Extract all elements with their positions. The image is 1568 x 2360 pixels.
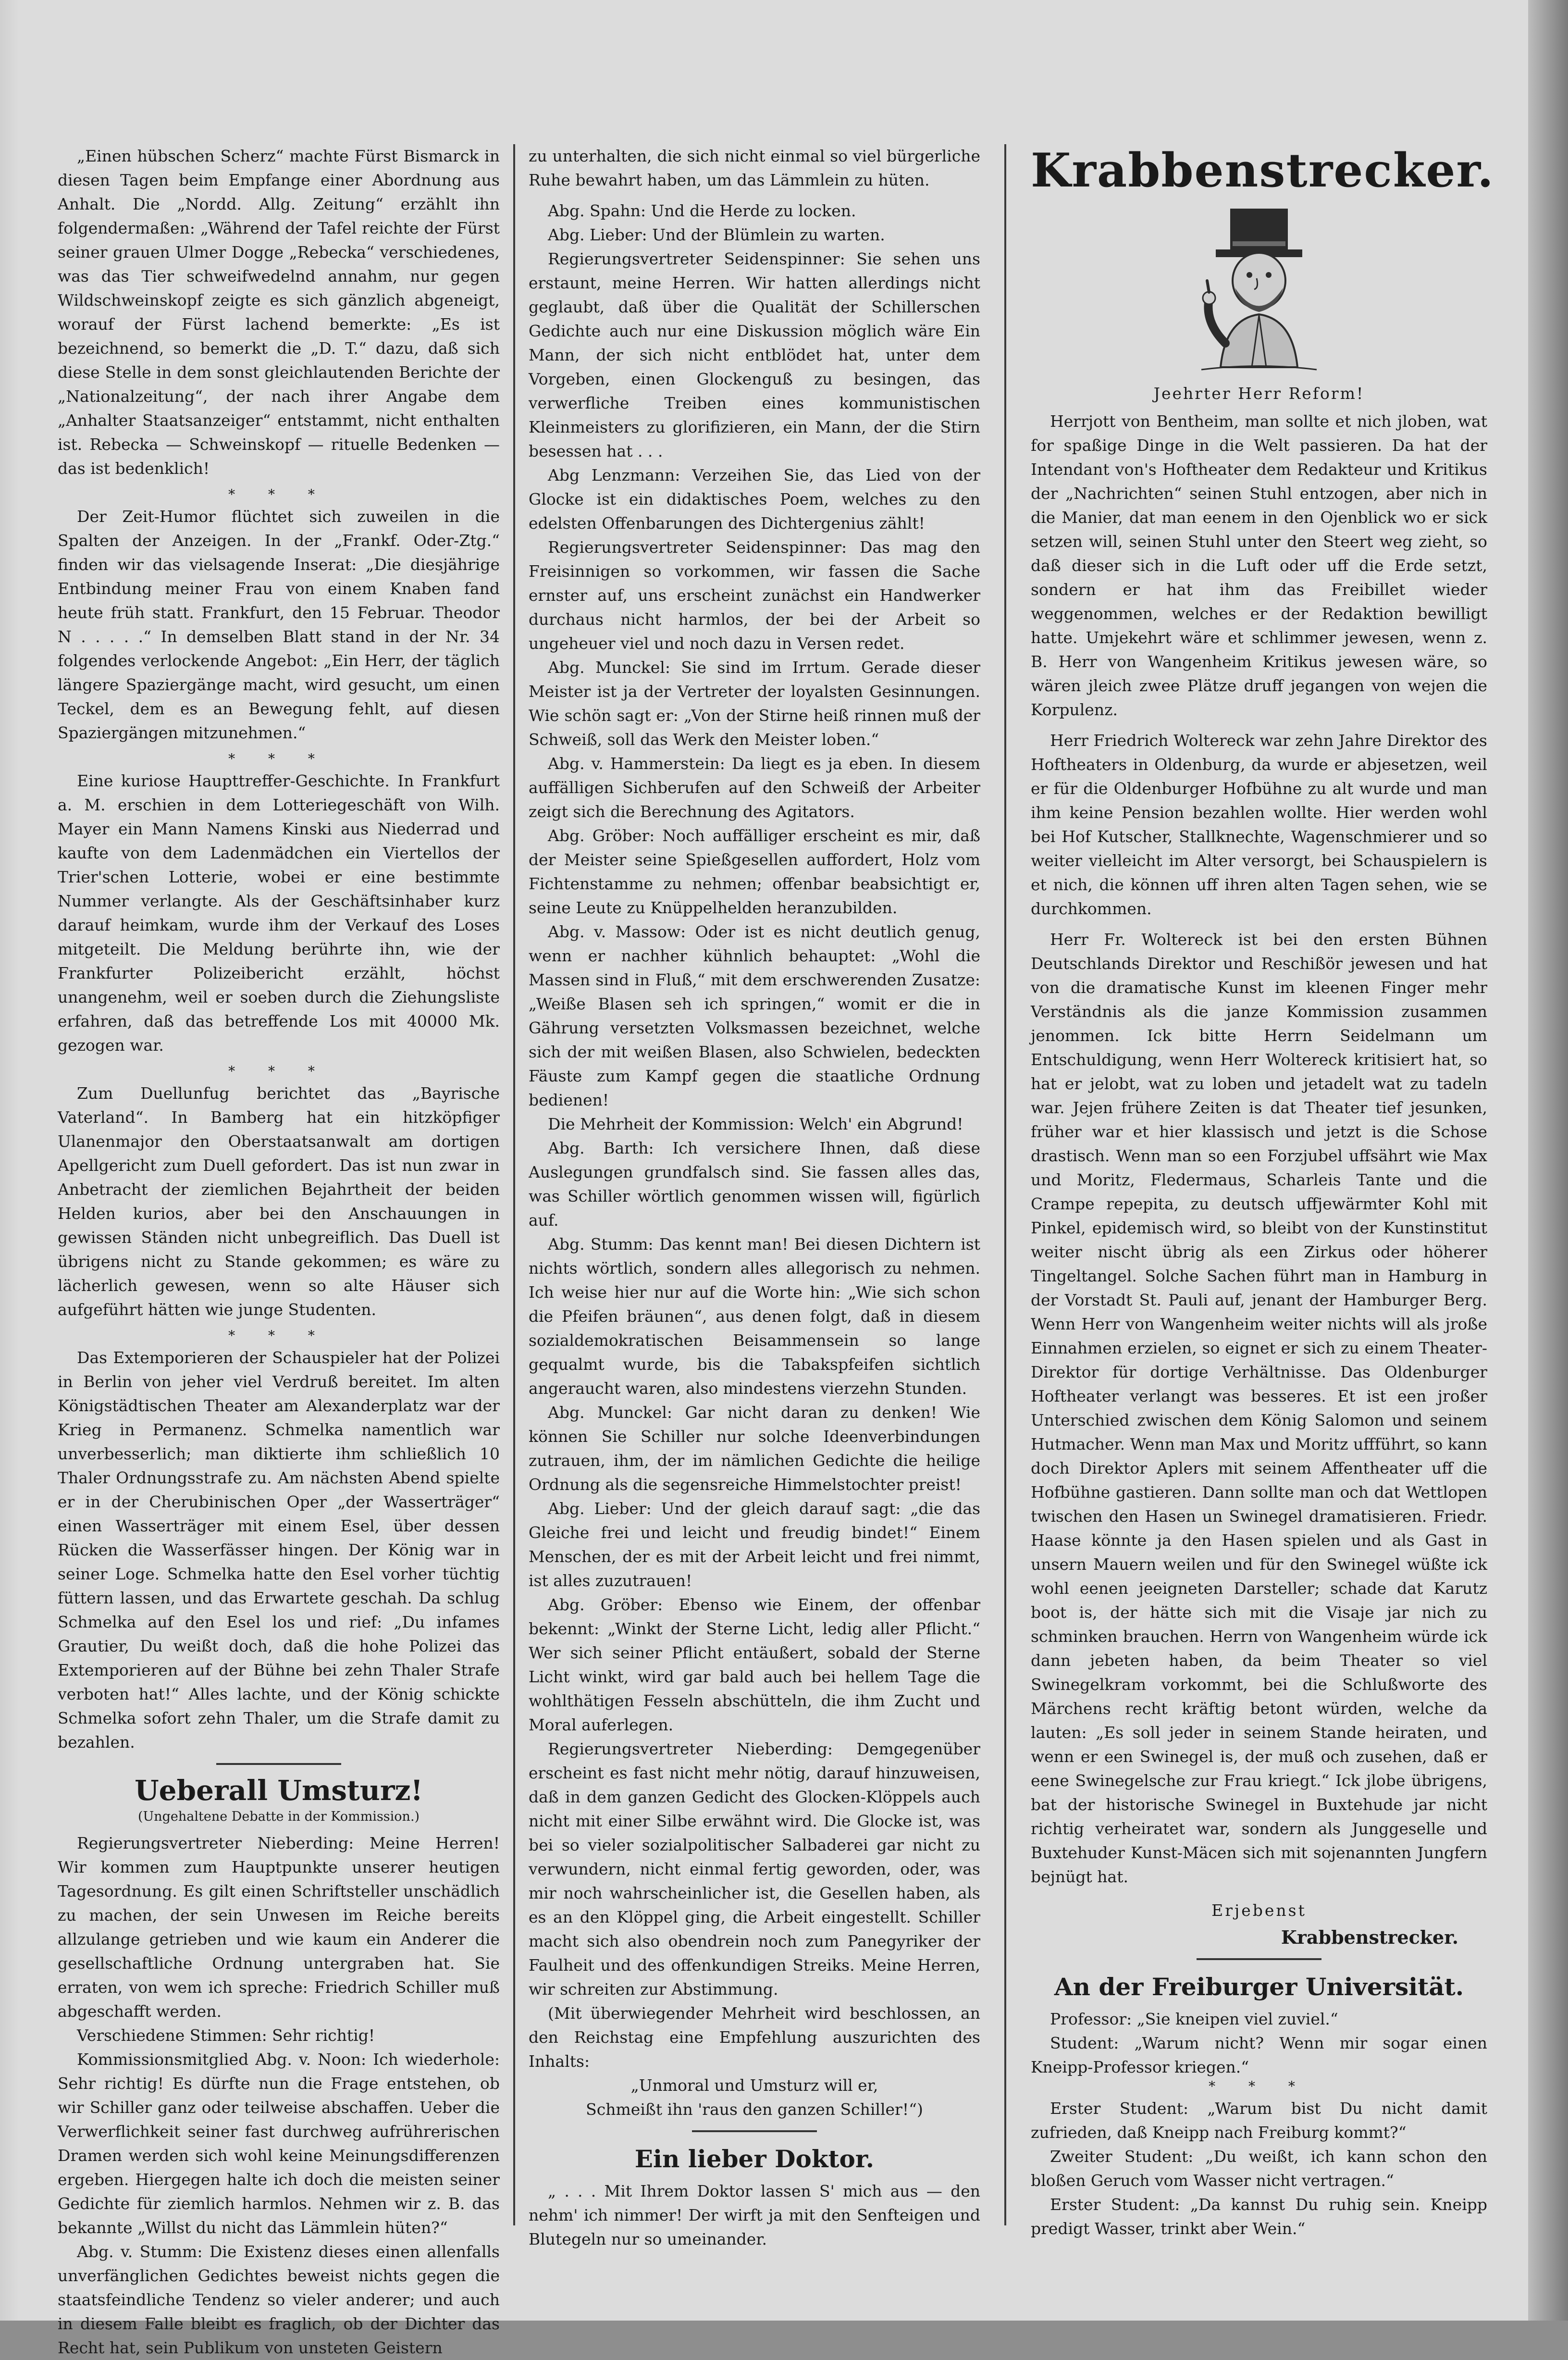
dialogue-paragraph: Abg Lenzmann: Verzeihen Sie, das Lied von der Glocke ist ein didaktisches Poem, welches zu den edelsten Offenbarungen des Dichtergenius zählt! xyxy=(529,466,980,533)
section-divider xyxy=(1197,1958,1321,1960)
dialogue-paragraph: Abg. Gröber: Noch auffälliger erscheint es mir, daß der Meister seine Spießgesellen auffordert, Holz vom Fichtenstamme zu nehmen; offenbar beabsichtigt er, seine Leute zu Knüppelhelden heranzubilden. xyxy=(529,826,980,917)
dialogue-paragraph: Kommissionsmitglied Abg. v. Noon: Ich wiederhole: Sehr richtig! Es dürfte nun die Frage entstehen, ob wir Schiller ganz oder teilweise abschaffen. Ueber die Verwerflichkeit seiner fast durchweg aufrührerischen Dramen werden sich wohl keine Meinungsdifferenzen ergeben. Hiergegen halte ich doch die meisten seiner Gedichte für ziemlich harmlos. Nehmen wir z. B. das bekannte „Willst du nicht das Lämmlein hüten?“ xyxy=(58,2050,500,2237)
verse-line: Schmeißt ihn 'raus den ganzen Schiller!“) xyxy=(586,2100,923,2119)
dialogue-paragraph: Verschiedene Stimmen: Sehr richtig! xyxy=(77,2026,375,2045)
dialogue-paragraph: Zweiter Student: „Du weißt, ich kann schon den bloßen Geruch vom Wasser nicht vertragen.“ xyxy=(1031,2147,1487,2190)
dialogue-paragraph: Student: „Warum nicht? Wenn mir sogar einen Kneipp-Professor kriegen.“ xyxy=(1031,2034,1487,2076)
dialogue-paragraph: Abg. Gröber: Ebenso wie Einem, der offenbar bekennt: „Winkt der Sterne Licht, ledig aller Pflicht.“ Wer sich seiner Pflicht entäußert, sobald der Sterne Licht winkt, wird gar bald auch bei hellem Tage die wohlthätigen Fesseln abschütteln, die ihm Zucht und Moral auferlegen. xyxy=(529,1595,980,1734)
dialogue-paragraph: Erster Student: „Warum bist Du nicht damit zufrieden, daß Kneipp nach Freiburg kommt?“ xyxy=(1031,2099,1487,2142)
dialogue-paragraph: Regierungsvertreter Seidenspinner: Das mag den Freisinnigen so vorkommen, wir fassen die Sache ernster auf, uns erscheint zunächst ein Handwerker durchaus nicht harmlos, der bei der Arbeit so ungeheuer viel und noch dazu in Versen redet. xyxy=(529,538,980,653)
separator-stars: * * * xyxy=(228,486,329,502)
dialogue-paragraph: Abg. Spahn: Und die Herde zu locken. xyxy=(548,201,856,220)
dialogue-paragraph: Die Mehrheit der Kommission: Welch' ein Abgrund! xyxy=(548,1115,963,1133)
column-left xyxy=(58,144,500,2357)
column-right xyxy=(1031,143,1494,2238)
column-rule-left xyxy=(513,144,515,2225)
heading-umsturz: Ueberall Umsturz! xyxy=(135,1774,423,1807)
section-divider xyxy=(692,2130,817,2132)
letter-paragraph: Herr Friedrich Woltereck war zehn Jahre Direktor des Hoftheaters in Oldenburg, da wurde er abjesetzen, weil er für die Oldenburger Hofbühne zu alt wurde und man ihm keine Pension bezahlen wollte. Hier werden wohl bei Hof Kutscher, Stallknechte, Wagenschmierer und so weiter vielleicht im Alter versorgt, bei Schauspielern is et nich, die können uff ihren alten Tagen sehen, wie se durchkommen. xyxy=(1031,731,1487,918)
signature-name: Krabbenstrecker. xyxy=(1281,1926,1458,1948)
separator-stars: * * * xyxy=(228,1063,329,1079)
salutation: Jeehrter Herr Reform! xyxy=(1153,384,1365,403)
dialogue-paragraph: Regierungsvertreter Seidenspinner: Sie sehen uns erstaunt, meine Herren. Wir hatten allerdings nicht geglaubt, daß über die Qualität der Schillerschen Gedichte auch nur eine Diskussion möglich wäre Ein Mann, der sich nicht entblödet hat, unter dem Vorgeben, einen Glockenguß zu besingen, das verwerfliche Treiben eines kommunistischen Kleinmeisters zu glorifizieren, ein Mann, der die Stirn besessen hat . . . xyxy=(529,249,980,460)
signature-closing: Erjebenst xyxy=(1211,1901,1307,1920)
dialogue-paragraph: Regierungsvertreter Nieberding: Demgegenüber erscheint es fast nicht mehr nötig, darauf hinzuweisen, daß in dem ganzen Gedicht des Glocken-Klöppels auch nicht mit einer Silbe erwähnt wird. Die Glocke ist, was bei so vieler sozialpolitischer Salbaderei gar nicht zu verwundern, nicht einmal fertig geworden, oder, was mir noch wahrscheinlicher ist, die Gesellen haben, als es an den Klöppel ging, die Arbeit eingestellt. Schiller macht sich also obendrein noch zum Panegyriker der Faulheit und des offenkundigen Streiks. Meine Herren, wir schreiten zur Abstimmung. xyxy=(529,1739,980,1999)
separator-stars: * * * xyxy=(228,1328,329,1343)
article-extemporieren: Das Extemporieren der Schauspieler hat der Polizei in Berlin von jeher viel Verdruß bereitet. Im alten Königstädtischen Theater am Alexanderplatz war der Krieg in Permanenz. Schmelka namentlich war unverbesserlich; man diktierte ihm schließlich 10 Thaler Ordnungsstrafe zu. Am nächsten Abend spielte er in der Cherubinischen Oper „der Wasserträger“ einen Wasserträger mit einem Esel, über dessen Rücken die Wasserfässer hingen. Der König war in seiner Loge. Schmelka hatte den Esel vorher tüchtig füttern lassen, und das Erwartete geschah. Da schlug Schmelka auf den Esel los und rief: „Du infames Grautier, Du weißt doch, daß die hohe Polizei das Extemporieren auf der Bühne bei zehn Thaler Strafe verboten hat!“ Alles lachte, und der König schickte Schmelka sofort zehn Thaler, um die Strafe damit zu bezahlen. xyxy=(58,1348,500,1751)
dialogue-paragraph: Professor: „Sie kneipen viel zuviel.“ xyxy=(1050,2010,1338,2028)
verse-line: „Unmoral und Umsturz will er, xyxy=(630,2076,878,2095)
section-divider xyxy=(216,1763,341,1765)
article-doktor: „ . . . Mit Ihrem Doktor lassen S' mich aus — den nehm' ich nimmer! Der wirft ja mit den Senfteigen und Blutegeln nur so umeinander. xyxy=(529,2182,980,2248)
article-bismarck: „Einen hübschen Scherz“ machte Fürst Bismarck in diesen Tagen beim Empfange einer Abordnung aus Anhalt. Die „Nordd. Allg. Zeitung“ erzählt ihn folgendermaßen: „Während der Tafel reichte der Fürst seiner grauen Ulmer Dogge „Rebecka“ verschiedenes, was das Tier schweifwedelnd annahm, nur gegen Wildschweinskopf zeigte es sich gänzlich abgeneigt, worauf der Fürst lachend bemerkte: „Es ist bezeichnend, so bemerkt die „D. T.“ dazu, daß sich diese Stelle in dem sonst gleichlautenden Berichte der „Nationalzeitung“, der nach ihrer Angabe dem „Anhalter Staatsanzeiger“ entstammt, nicht enthalten ist. Rebecka — Schweinskopf — rituelle Bedenken — das ist bedenklich! xyxy=(58,147,500,478)
dialogue-paragraph: Abg. Munckel: Sie sind im Irrtum. Gerade dieser Meister ist ja der Vertreter der loyalsten Gesinnungen. Wie schön sagt er: „Von der Stirne heiß rinnen muß der Schweiß, soll das Werk den Meister loben.“ xyxy=(529,658,980,749)
heading-krabbenstrecker: Krabbenstrecker. xyxy=(1031,143,1494,198)
dialogue-continuation: zu unterhalten, die sich nicht einmal so viel bürgerliche Ruhe bewahrt haben, um das Lämmlein zu hüten. xyxy=(529,147,980,189)
heading-lieber-doktor: Ein lieber Doktor. xyxy=(634,2145,875,2173)
article-zeit-humor: Der Zeit-Humor flüchtet sich zuweilen in die Spalten der Anzeigen. In der „Frankf. Oder-Ztg.“ finden wir das vielsagende Inserat: „Die diesjährige Entbindung meiner Frau von einem Knaben fand heute früh statt. Frankfurt, den 15 Februar. Theodor N . . . . .“ In demselben Blatt stand in der Nr. 34 folgendes verlockende Angebot: „Ein Herr, der täglich längere Spaziergänge macht, wird gesucht, um einen Teckel, dem es an Bewegung fehlt, auf diesen Spaziergängen mitzunehmen.“ xyxy=(58,507,500,742)
dialogue-paragraph: Abg. Barth: Ich versichere Ihnen, daß diese Auslegungen grundfalsch sind. Sie fassen alles das, was Schiller wörtlich genommen wissen will, figürlich auf. xyxy=(529,1139,980,1230)
dialogue-paragraph: Abg. v. Massow: Oder ist es nicht deutlich genug, wenn er nachher kühnlich behauptet: „Wohl die Massen sind in Fluß,“ mit dem erschwerenden Zusatze: „Weiße Blasen seh ich springen,“ womit er die in Gährung versetzten Volksmassen bezeichnet, welche sich der mit weißen Blasen, also Schwielen, bedeckten Fäuste zum Kampf gegen die staatliche Ordnung bedienen! xyxy=(529,922,980,1109)
dialogue-paragraph: Abg. Munckel: Gar nicht daran zu denken! Wie können Sie Schiller nur solche Ideenverbindungen zutrauen, ihm, der im nämlichen Gedichte die heilige Ordnung als die segensreiche Himmelstochter preist! xyxy=(529,1403,980,1494)
column-rule-right xyxy=(1004,144,1006,2225)
letter-paragraph: Herr Fr. Woltereck ist bei den ersten Bühnen Deutschlands Direktor und Reschißör jewesen und hat von die dramatische Kunst im kleenen Finger mehr Verständnis als die janze Kommission zusammen jenommen. Ick bitte Herrn Seidelmann um Entschuldigung, wenn Herr Woltereck kritisiert hat, so hat er jelobt, wat zu loben und jetadelt wat zu tadeln war. Jejen frühere Zeiten is dat Theater tief jesunken, früher war et hier klassisch und jetzt is die Schose drastisch. Wenn man so een Forzjubel uffsährt wie Max und Moritz, Fledermaus, Scharleis Tante und die Crampe repepita, zu deutsch uffjewärmter Kohl mit Pinkel, epidemisch wird, so bleibt von der Kunstinstitut weiter nischt übrig als een Zirkus oder höherer Tingeltangel. Solche Sachen führt man in Hamburg in der Vorstadt St. Pauli auf, jenant der Hamburger Berg. Wenn Herr von Wangenheim weiter nichts will als jroße Einnahmen erzielen, so eignet er sich zu einem Theater-Direktor für dortige Verhältnisse. Das Oldenburger Hoftheater verlangt was besseres. Et ist een jroßer Unterschied zwischen dem König Salomon und seinem Hutmacher. Wenn man Max und Moritz uffführt, so kann doch Direktor Aplers mit seinem Affentheater uff die Hofbühne gastieren. Dann sollte man och dat Wettlopen twischen den Hasen un Swinegel dramatisieren. Friedr. Haase könnte ja den Hasen spielen und als Gast in unsern Mauern weilen und für den Swinegel wüßte ick wohl eenen jeeigneten Darsteller; schade dat Karutz boot is, der hätte sich mit die Visaje jar nich zu schminken brauchen. Herrn von Wangenheim würde ick dann jebeten haben, da beim Theater so viel Swinegelkram vorkommt, bei die Schlußworte des Märchens recht kräftig betont würden, welche da lauten: „Es soll jeder in seinem Stande heiraten, und wenn er een Swinegel is, der muß och zusehen, daß er eene Swinegelsche zur Frau kriegt.“ Ick jlobe übrigens, bat der historische Swinegel in Buxtehude jar nicht richtig verheiratet war, sondern als Junggeselle und Buxtehuder Kunst-Mäcen sich mit sojenannten Jungfern bejnügt hat. xyxy=(1031,930,1487,1886)
dialogue-paragraph: (Mit überwiegender Mehrheit wird beschlossen, an den Reichstag eine Empfehlung auszurichten des Inhalts: xyxy=(529,2004,980,2071)
dialogue-paragraph: Abg. Stumm: Das kennt man! Bei diesen Dichtern ist nichts wörtlich, sondern alles allegorisch zu nehmen. Ich weise hier nur auf die Worte hin: „Wie sich schon die Pfeifen bräunen“, aus denen folgt, daß in diesem sozialdemokratischen Beisammensein so lange gequalmt wurde, bis die Tabakspfeifen sichtlich angeraucht waren, also mindestens vierzehn Stunden. xyxy=(529,1235,980,1398)
dialogue-paragraph: Abg. v. Hammerstein: Da liegt es ja eben. In diesem auffälligen Sichberufen auf den Schweiß der Arbeiter zeigt sich die Berechnung des Agitators. xyxy=(529,754,980,821)
column-middle xyxy=(529,144,980,2248)
heading-freiburg: An der Freiburger Universität. xyxy=(1054,1973,1464,2001)
dialogue-paragraph: Regierungsvertreter Nieberding: Meine Herren! Wir kommen zum Hauptpunkte unserer heutigen Tagesordnung. Es gilt einen Schriftsteller unschädlich zu machen, der sein Unwesen im Reiche bereits allzulange getrieben und wie kaum ein Anderer die gesellschaftliche Ordnung untergraben hat. Sie erraten, von wem ich spreche: Friedrich Schiller muß abgeschafft werden. xyxy=(58,1834,500,2021)
book-spine-edge xyxy=(1528,0,1568,2321)
letter-paragraph: Herrjott von Bentheim, man sollte et nich jloben, wat for spaßige Dinge in die Welt passieren. Da hat der Intendant von's Hoftheater dem Redakteur und Kritikus der „Nachrichten“ seinen Stuhl entzogen, aber nich in die Manier, dat man eenem in den Ojenblick wo er sick setzen will, seinen Stuhl unter den Steert weg zieht, so daß dieser sich in die Luft oder uff die Erde setzt, sondern er hat ihm das Freibillet wieder weggenommen, welches er der Redaktion bewilligt hatte. Umjekehrt wäre et schlimmer jewesen, wenn z. B. Herr von Wangenheim Kritikus jewesen wäre, so wären jleich zwee Plätze druff jegangen von wejen die Korpulenz. xyxy=(1031,412,1487,719)
article-haupttreffer: Eine kuriose Haupttreffer-Geschichte. In Frankfurt a. M. erschien in dem Lotteriegeschäft von Wilh. Mayer ein Mann Namens Kinski aus Niederrad und kaufte von dem Ladenmädchen ein Viertellos der Trier'schen Lotterie, wobei er eine bestimmte Nummer verlangte. Als der Geschäftsinhaber kurz darauf heimkam, wurde ihm der Verkauf des Loses mitgeteilt. Die Meldung berührte ihn, wie der Frankfurter Polizeibericht erzählt, höchst unangenehm, weil er soeben durch die Ziehungsliste erfahren, daß das betreffende Los mit 40000 Mk. gezogen war. xyxy=(58,771,500,1055)
separator-stars: * * * xyxy=(228,751,329,767)
dialogue-paragraph: Abg. Lieber: Und der Blümlein zu warten. xyxy=(548,225,885,244)
article-duellunfug: Zum Duellunfug berichtet das „Bayrische Vaterland“. In Bamberg hat ein hitzköpfiger Ulanenmajor den Oberstaatsanwalt am dortigen Apellgericht zum Duell gefordert. Das ist nun zwar in Anbetracht der ziemlichen Bejahrtheit der beiden Helden kurios, aber bei den Anschauungen in gewissen Ständen nicht unbegreiflich. Das Duell ist übrigens nicht zu Stande gekommen; es wäre zu lächerlich gewesen, wenn so alte Häuser sich aufgeführt hätten wie junge Studenten. xyxy=(58,1084,500,1319)
dialogue-paragraph: Erster Student: „Da kannst Du ruhig sein. Kneipp predigt Wasser, trinkt aber Wein.“ xyxy=(1031,2195,1487,2238)
separator-stars: * * * xyxy=(1209,2078,1309,2094)
dialogue-paragraph: Abg. Lieber: Und der gleich darauf sagt: „die das Gleiche frei und leicht und freudig bindet!“ Einem Menschen, der es mit der Arbeit leicht und frei nimmt, ist alles zuzutrauen! xyxy=(529,1499,980,1590)
subheading-umsturz: (Ungehaltene Debatte in der Kommission.) xyxy=(137,1809,420,1824)
dialogue-paragraph: Abg. v. Stumm: Die Existenz dieses einen allenfalls unverfänglichen Gedichtes beweist nichts gegen die staatsfeindliche Tendenz so vieler anderer; und auch in diesem Falle bleibt es fraglich, ob der Dichter das Recht hat, sein Publikum von unsteten Geistern xyxy=(58,2242,500,2357)
man-with-top-hat-illustration xyxy=(1173,204,1346,377)
